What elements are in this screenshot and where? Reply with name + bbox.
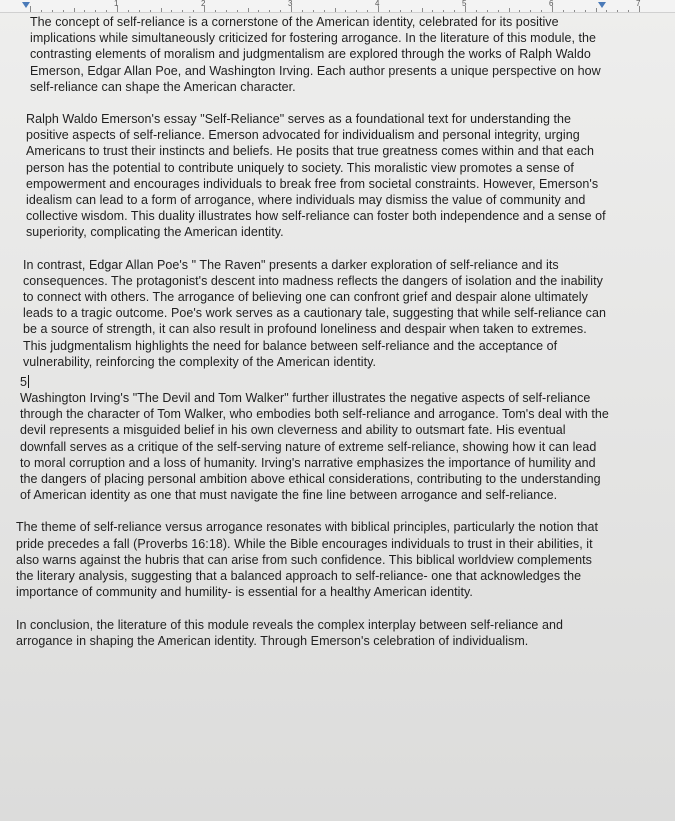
ruler-tick <box>226 10 227 12</box>
paragraph-biblical: The theme of self-reliance versus arrogance resonates with biblical principles, particularly the notion that pride precedes a fall (Proverbs 16:18). While the Bible encourages individuals to trust in their abilities, it also warns against the hubris that can arise from such confidence. This biblical worldview complements the literary analysis, suggesting that a balanced approach to self-reliance- one that acknowledges the importance of community and humility- is essential for a healthy American identity. <box>16 520 599 600</box>
ruler-tick <box>41 10 42 12</box>
ruler-tick <box>574 10 575 12</box>
page-number-text: 5 <box>20 375 27 390</box>
ruler-tick <box>541 10 542 12</box>
paragraph-conclusion: In conclusion, the literature of this module reveals the complex interplay between self-reliance and arrogance in shaping the American identity. Through Emerson's celebration of individualism. <box>16 617 563 648</box>
ruler-tick <box>389 10 390 12</box>
ruler[interactable] <box>0 0 675 13</box>
ruler-tick <box>193 10 194 12</box>
ruler-number: 2 <box>201 0 206 8</box>
ruler-tick <box>324 10 325 12</box>
ruler-tick <box>182 10 183 12</box>
ruler-tick <box>345 10 346 12</box>
ruler-tick <box>606 10 607 12</box>
ruler-tick <box>150 10 151 12</box>
ruler-tick <box>422 8 423 12</box>
ruler-tick <box>63 10 64 12</box>
ruler-tick <box>335 8 336 12</box>
ruler-tick <box>30 6 31 12</box>
ruler-tick <box>161 8 162 12</box>
ruler-tick <box>487 10 488 12</box>
ruler-tick <box>84 10 85 12</box>
ruler-tick <box>128 10 129 12</box>
ruler-number: 5 <box>462 0 467 8</box>
ruler-tick <box>258 10 259 12</box>
paragraph-irving: Washington Irving's "The Devil and Tom Walker" further illustrates the negative aspects of self-reliance through the character of Tom Walker, who embodies both self-reliance and arrogance. Tom's deal with the devil represents a misguided belief in his own cleverness and ability to outsmart fate. His eventual downfall serves as a critique of the self-serving nature of extreme self-reliance, showing how it can lead to moral corruption and a loss of humanity. Irving's narrative emphasizes the importance of humility and the dangers of placing personal ambition above ethical considerations, contributing to the understanding of American identity as one that must navigate the fine line between arrogance and self-reliance. <box>20 391 609 503</box>
ruler-tick <box>476 10 477 12</box>
ruler-tick <box>74 8 75 12</box>
ruler-tick <box>519 10 520 12</box>
ruler-tick <box>530 10 531 12</box>
document-page[interactable] <box>16 14 610 665</box>
ruler-tick <box>367 10 368 12</box>
ruler-tick <box>617 10 618 12</box>
ruler-tick <box>411 10 412 12</box>
page-number[interactable] <box>20 374 610 390</box>
ruler-tick <box>237 10 238 12</box>
paragraph-intro: The concept of self-reliance is a cornerstone of the American identity, celebrated for its positive implications while simultaneously criticized for fostering arrogance. In the literature of this module, the contrasting elements of moralism and judgmentalism are explored through the works of Ralph Waldo Emerson, Edgar Allan Poe, and Washington Irving. Each author presents a unique perspective on how self-reliance can shape the American character. <box>30 15 601 94</box>
ruler-number: 7 <box>636 0 641 8</box>
ruler-tick <box>269 10 270 12</box>
ruler-tick <box>628 10 629 12</box>
paragraph-emerson: Ralph Waldo Emerson's essay "Self-Reliance" serves as a foundational text for understanding the positive aspects of self-reliance. Emerson advocated for individualism and personal integrity, urging Americans to trust their instincts and beliefs. He posits that true greatness comes within and that each person has the potential to contribute uniquely to society. This moralistic view promotes a sense of empowerment and encourages individuals to break free from societal constraints. However, Emerson's idealism can lead to a form of arrogance, where individuals may dismiss the value of community and collective wisdom. This duality illustrates how self-reliance can foster both independence and a sense of superiority, complicating the American identity. <box>26 112 606 240</box>
ruler-tick <box>356 10 357 12</box>
right-indent-marker[interactable] <box>598 2 606 8</box>
left-indent-marker[interactable] <box>22 2 30 8</box>
ruler-number: 6 <box>549 0 554 8</box>
ruler-tick <box>498 10 499 12</box>
ruler-tick <box>248 8 249 12</box>
ruler-tick <box>596 8 597 12</box>
ruler-tick <box>432 10 433 12</box>
ruler-tick <box>302 10 303 12</box>
ruler-tick <box>454 10 455 12</box>
ruler-tick <box>585 10 586 12</box>
ruler-tick <box>280 10 281 12</box>
paragraph-poe: In contrast, Edgar Allan Poe's " The Raven" presents a darker exploration of self-reliance and its consequences. The protagonist's descent into madness reflects the dangers of isolation and the inability to connect with others. The arrogance of believing one can confront grief and despair alone ultimately leads to a tragic outcome. Poe's work serves as a cautionary tale, suggesting that while self-reliance can be a source of strength, it can also result in profound loneliness and despair when taken to extremes. This judgmentalism highlights the need for balance between self-reliance and the acceptance of vulnerability, reinforcing the complexity of the American identity. <box>23 257 606 369</box>
ruler-tick <box>171 10 172 12</box>
ruler-tick <box>400 10 401 12</box>
ruler-tick <box>509 8 510 12</box>
ruler-tick <box>139 10 140 12</box>
ruler-tick <box>313 10 314 12</box>
ruler-number: 3 <box>288 0 293 8</box>
ruler-number: 1 <box>114 0 119 8</box>
ruler-tick <box>215 10 216 12</box>
text-cursor <box>28 375 29 388</box>
ruler-tick <box>95 10 96 12</box>
ruler-number: 4 <box>375 0 380 8</box>
ruler-tick <box>106 10 107 12</box>
ruler-tick <box>443 10 444 12</box>
ruler-tick <box>52 10 53 12</box>
ruler-tick <box>563 10 564 12</box>
